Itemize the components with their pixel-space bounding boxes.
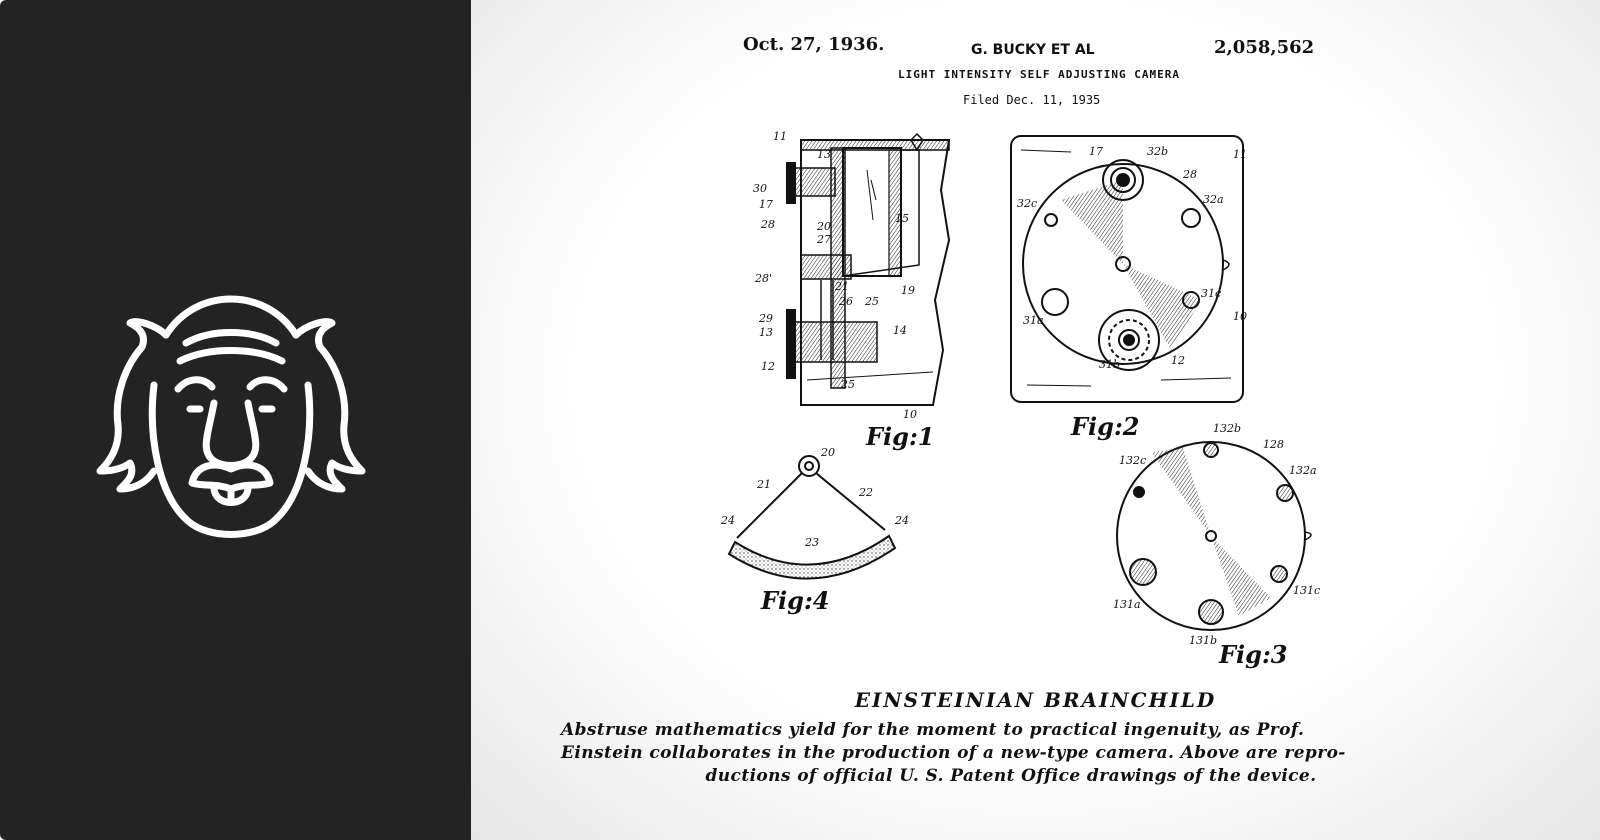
fig2-reference-numeral: 31a <box>1023 314 1044 327</box>
fig4-drawing <box>729 456 895 579</box>
fig2-reference-numeral: 11 <box>1233 148 1247 161</box>
fig4-reference-labels <box>720 446 909 549</box>
fig3-reference-numeral: 131b <box>1189 634 1218 647</box>
caption-line: Einstein collaborates in the production of a new-type camera. Above are repro- <box>561 743 1346 763</box>
fig3-reference-numeral: 132b <box>1213 422 1242 435</box>
fig3-reference-numeral: 128 <box>1263 438 1284 451</box>
fig1-reference-numeral: 25 <box>841 378 855 391</box>
patent-date: Oct. 27, 1936. <box>743 34 885 55</box>
fig4-label: Fig:4 <box>761 586 830 615</box>
fig4-reference-numeral: 20 <box>821 446 835 459</box>
fig2-reference-numeral: 12 <box>1171 354 1185 367</box>
fig1-reference-numeral: 28 <box>761 218 775 231</box>
patent-scan <box>471 0 1600 840</box>
fig4-reference-numeral: 24 <box>721 514 735 527</box>
fig3-reference-numeral: 132a <box>1289 464 1317 477</box>
fig1-reference-numeral: 27 <box>817 233 831 246</box>
fig2-reference-numeral: 32a <box>1203 193 1224 206</box>
fig1-reference-numeral: 12 <box>761 360 775 373</box>
patent-inventor: G. BUCKY ET AL <box>971 42 1095 58</box>
fig4-reference-numeral: 24 <box>895 514 909 527</box>
fig4-reference-numeral: 22 <box>859 486 873 499</box>
fig3-label: Fig:3 <box>1219 640 1288 669</box>
fig1-reference-numeral: 28' <box>755 272 773 285</box>
fig1-reference-numeral: 25 <box>865 295 879 308</box>
caption-body <box>561 719 1461 788</box>
caption-line: Abstruse mathematics yield for the moment to practical ingenuity, as Prof. <box>561 720 1305 740</box>
fig1-reference-numeral: 13 <box>817 148 831 161</box>
fig1-reference-numeral: 17 <box>759 198 773 211</box>
fig3-reference-numeral: 131a <box>1113 598 1141 611</box>
caption-line: ductions of official U. S. Patent Office drawings of the device. <box>705 766 1317 786</box>
fig4-reference-numeral: 23 <box>805 536 819 549</box>
fig1-label: Fig:1 <box>866 422 935 451</box>
fig2-reference-numeral: 10 <box>1233 310 1247 323</box>
fig2-reference-numeral: 28 <box>1183 168 1197 181</box>
fig2-reference-numeral: 31c <box>1201 287 1222 300</box>
einstein-face-icon <box>96 285 366 555</box>
patent-title: LIGHT INTENSITY SELF ADJUSTING CAMERA <box>898 68 1181 81</box>
fig2-drawing <box>1011 136 1243 402</box>
fig1-reference-numeral: 11 <box>773 130 787 143</box>
fig3-reference-numeral: 132c <box>1119 454 1147 467</box>
caption-title: EINSTEINIAN BRAINCHILD <box>854 688 1217 712</box>
fig2-reference-numeral: 31b <box>1099 358 1121 371</box>
fig2-reference-numeral: 17 <box>1089 145 1103 158</box>
fig1-reference-numeral: 10 <box>903 408 917 421</box>
fig1-reference-numeral: 29 <box>759 312 773 325</box>
fig1-reference-numeral: 15 <box>895 212 909 225</box>
icon-panel <box>0 0 471 840</box>
fig3-reference-numeral: 131c <box>1293 584 1321 597</box>
fig4-reference-numeral: 21 <box>757 478 771 491</box>
fig1-reference-numeral: 21 <box>835 280 849 293</box>
fig1-reference-numeral: 13 <box>759 326 773 339</box>
fig1-reference-numeral: 26 <box>839 295 853 308</box>
fig2-reference-numeral: 32c <box>1017 197 1038 210</box>
patent-number: 2,058,562 <box>1214 37 1315 58</box>
fig1-reference-numeral: 19 <box>901 284 915 297</box>
fig1-reference-numeral: 14 <box>893 324 907 337</box>
fig1-drawing <box>787 134 949 405</box>
patent-filed-date: Filed Dec. 11, 1935 <box>963 93 1101 107</box>
fig1-reference-numeral: 20 <box>817 220 831 233</box>
patent-drawings <box>471 0 1600 680</box>
fig2-label: Fig:2 <box>1071 412 1140 441</box>
fig2-reference-numeral: 32b <box>1147 145 1169 158</box>
fig3-drawing <box>1117 442 1311 630</box>
fig1-reference-numeral: 30 <box>753 182 767 195</box>
